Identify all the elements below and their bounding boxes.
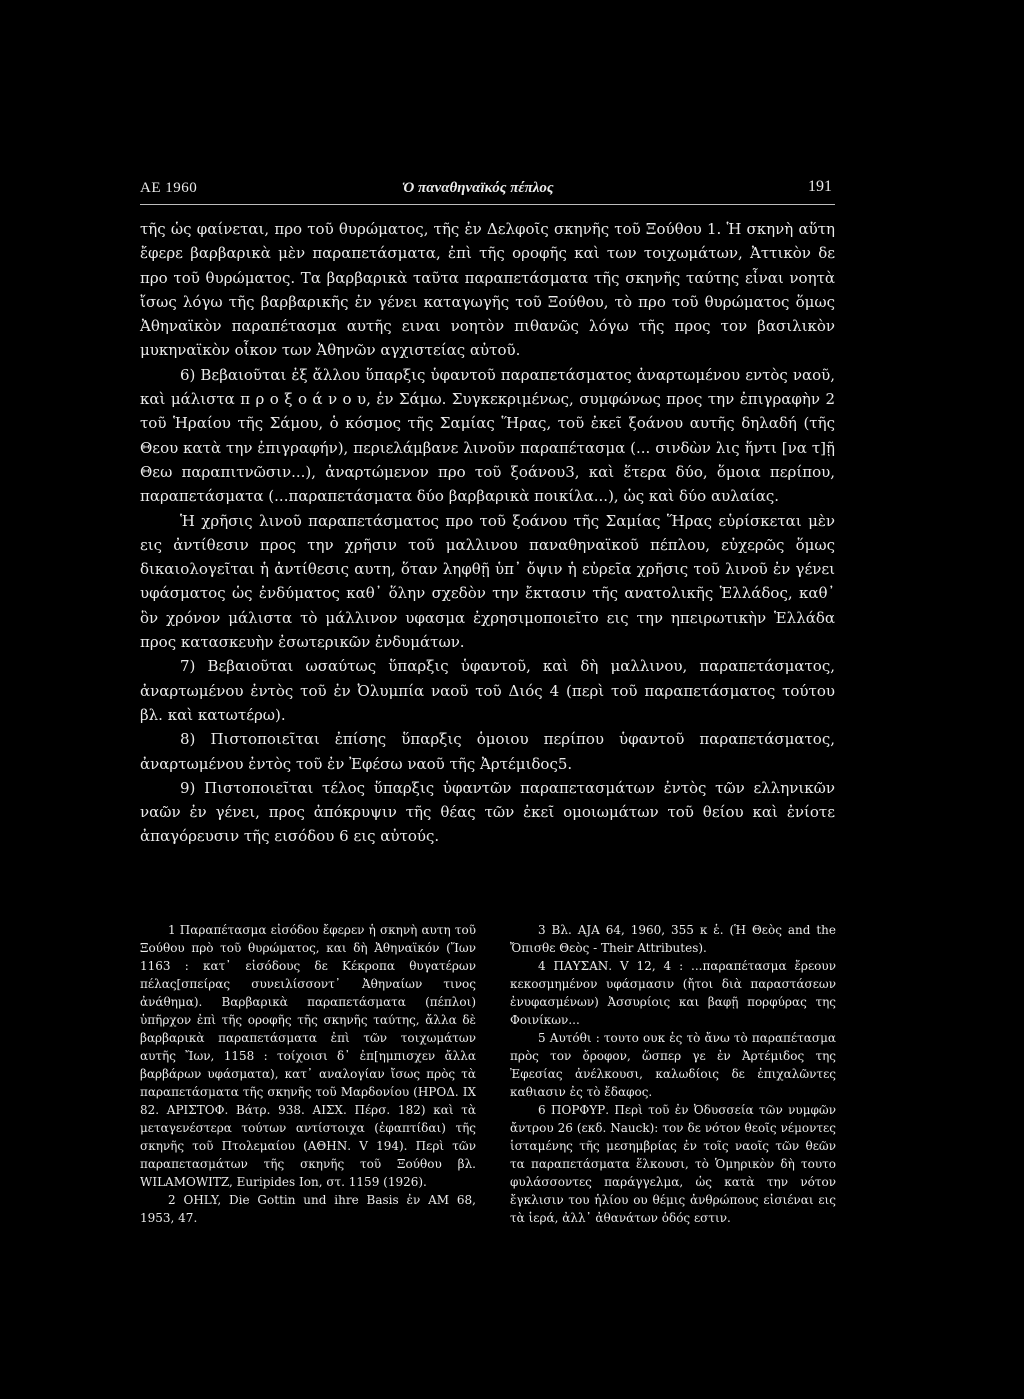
running-title: Ὁ παναθηναϊκός πέπλος (402, 180, 554, 196)
main-text (140, 217, 835, 849)
footnotes-left-column (140, 921, 476, 1227)
running-header (140, 176, 832, 202)
footnote: 6 ΠΟΡΦΥΡ. Περὶ τοῦ ἐν Ὀδυσσεία τῶν νυμφῶν ἄντρου 26 (εκδ. Nauck): τον δε νότον θεοῖς νέμοντες ἱσταμένης τῆς μεσημβρίας ἐν τοῖς ναοῖς τῶν θεῶν τα παραπετάσματα ἕλκουσι, τὸ Ὁμηρικὸν δὴ τουτο φυλάσσοντες παράγγελμα, ὡς κατὰ την νότον ἔγκλισιν του ἡλίου ου θέμις ἀνθρώπους εἰσιέναι εις τὰ ἱερά, ἀλλ᾽ ἀθανάτων ὁδός εστιν. (510, 1103, 836, 1225)
journal-label: AE 1960 (140, 180, 198, 196)
header-rule (140, 204, 835, 205)
paragraph: Ἡ χρῆσις λινοῦ παραπετάσματος προ τοῦ ξοάνου τῆς Σαμίας Ἥρας εὑρίσκεται μὲν εις ἀντίθεσιν προς την χρῆσιν τοῦ μαλλινου παναθηναϊκοῦ πέπλου, εὐχερῶς ὅμως δικαιολογεῖται ἡ ἀντίθεσις αυτη, ὅταν ληφθῇ ὑπ᾽ ὄψιν ἡ εὐρεῖα χρῆσις τοῦ λινοῦ ἐν γένει υφάσματος ὡς ἐνδύματος καθ᾽ ὅλην σχεδὸν την ἔκτασιν τῆς ανατολικῆς Ἑλλάδος, καθ᾽ ὃν χρόνον μάλιστα τὸ μάλλινον υφασμα ἐχρησιμοποιεῖτο εις την ηπειρωτικὴν Ἑλλάδα προς κατασκευὴν ἐσωτερικῶν ἐνδυμάτων. (140, 511, 835, 652)
paragraph: 7) Βεβαιοῦται ωσαύτως ὕπαρξις ὑφαντοῦ, καὶ δὴ μαλλινου, παραπετάσματος, ἀναρτωμένου ἐντὸς τοῦ ἐν Ὀλυμπία ναοῦ τοῦ Διός 4 (περὶ τοῦ παραπετάσματος τούτου βλ. καὶ κατωτέρω). (140, 657, 835, 724)
footnote: 5 Αυτόθι : τουτο ουκ ἐς τὸ ἄνω τὸ παραπέτασμα πρὸς τον ὄροφον, ὥσπερ γε ἐν Ἀρτέμιδος της Ἐφεσίας ἀνέλκουσι, καλωδίοις δε ἐπιχαλῶντες καθιασιν ἐς τὸ ἔδαφος. (510, 1031, 836, 1099)
paragraph: 8) Πιστοποιεῖται ἐπίσης ὕπαρξις ὁμοιου περίπου ὑφαντοῦ παραπετάσματος, ἀναρτωμένου ἐντὸς τοῦ ἐν Ἐφέσω ναοῦ τῆς Ἀρτέμιδος5. (140, 730, 835, 773)
footnote: 1 Παραπέτασμα εἰσόδου ἔφερεν ἡ σκηνὴ αυτη τοῦ Ξούθου πρὸ τοῦ θυρώματος, και δὴ Ἀθηναϊκόν (Ἴων 1163 : κατ᾽ εἰσόδους δε Κέκροπα θυγατέρων πέλας[σπείρας συνειλίσσοντ᾽ Ἀθηναίων τινος ἀνάθημα). Βαρβαρικὰ παραπετάσματα (πέπλοι) ὑπῆρχον ἐπὶ τῆς οροφῆς τῆς σκηνῆς ταύτης, ἄλλα δὲ βαρβαρικὰ παραπετάσματα ἐπὶ τῶν τοιχωμάτων αυτῆς Ἴων, 1158 : τοίχοισι δ᾽ ἐπ[ημπισχεν ἄλλα βαρβάρων υφάσματα), κατ᾽ αναλογίαν ἴσως πρὸς τὰ παραπετάσματα τῆς σκηνῆς τοῦ Μαρδονίου (ΗΡΟΔ. IX 82. ΑΡΙΣΤΟΦ. Βάτρ. 938. ΑΙΣΧ. Πέρσ. 182) καὶ τὰ μεταγενέστερα τούτων αντίστοιχα (ἐφαπτίδαι) τῆς σκηνῆς τοῦ Πτολεμαίου (ΑΘΗΝ. V 194). Περὶ τῶν παραπετασμάτων τῆς σκηνῆς τοῦ Ξούθου βλ. WILAMOWITZ, Euripides Ion, στ. 1159 (1926). (140, 923, 476, 1189)
footnote: 4 ΠΑΥΣΑΝ. V 12, 4 : ...παραπέτασμα ἔρεουν κεκοσμημένον υφάσμασιν (ἤτοι διὰ παραστάσεων ἐνυφασμένων) Ἀσσυρίοις και βαφῇ πορφύρας της Φοινίκων... (510, 959, 836, 1027)
paragraph: 9) Πιστοποιεῖται τέλος ὕπαρξις ὑφαντῶν παραπετασμάτων ἐντὸς τῶν ελληνικῶν ναῶν ἐν γένει, προς ἀπόκρυψιν τῆς θέας τῶν ἐκεῖ ομοιωμάτων τοῦ θείου καὶ ἐνίοτε ἀπαγόρευσιν τῆς εισόδου 6 εις αὐτούς. (140, 778, 835, 846)
footnote: 2 OHLY, Die Gottin und ihre Basis ἐν AM 68, 1953, 47. (140, 1193, 476, 1225)
footnote: 3 Βλ. AJA 64, 1960, 355 κ ἑ. (Ἡ Θεὸς and the Ὄπισθε Θεὸς - Their Attributes). (510, 923, 836, 955)
page-number: 191 (808, 178, 832, 195)
paragraph: τῆς ὡς φαίνεται, προ τοῦ θυρώματος, τῆς ἐν Δελφοῖς σκηνῆς τοῦ Ξούθου 1. Ἡ σκηνὴ αὕτη ἔφερε βαρβαρικὰ μὲν παραπετάσματα, ἐπὶ τῆς οροφῆς καὶ των τοιχωμάτων, Ἀττικὸν δε προ τοῦ θυρώματος. Τα βαρβαρικὰ ταῦτα παραπετάσματα τῆς σκηνῆς ταύτης εἶναι νοητὰ ἴσως λόγω τῆς βαρβαρικῆς ἐν γένει καταγωγῆς τοῦ Ξούθου, τὸ προ τοῦ θυρώματος ὅμως Ἀθηναϊκὸν παραπέτασμα αυτῆς ειναι νοητὸν πιθανῶς λόγω τῆς προς τον βασιλικὸν μυκηναϊκὸν οἶκον των Ἀθηνῶν αγχιστείας αὐτοῦ. (140, 220, 835, 360)
paragraph: 6) Βεβαιοῦται ἐξ ἄλλου ὕπαρξις ὑφαντοῦ παραπετάσματος ἀναρτωμένου εντὸς ναοῦ, καὶ μάλιστα π ρ ο ξ ο ά ν ο υ, ἐν Σάμω. Συγκεκριμένως, συμφώνως προς την ἐπιγραφὴν 2 τοῦ Ἡραίου τῆς Σάμου, ὁ κόσμος τῆς Σαμίας Ἥρας, τοῦ ἐκεῖ ξοάνου αυτῆς δηλαδή (τῆς Θεου κατὰ την ἐπιγραφήν), περιελάμβανε λινοῦν παραπέτασμα (... σινδὼν λις ἥντι [να τ]ῇ Θεω παραπιτνῶσιν...), ἀναρτώμενον προ τοῦ ξοάνου3, καὶ ἕτερα δύο, ὅμοια περίπου, παραπετάσματα (...παραπετάσματα δύο βαρβαρικὰ ποικίλα...), ὡς καὶ δύο αυλαίας. (140, 365, 835, 506)
footnotes-right-column (510, 921, 836, 1227)
